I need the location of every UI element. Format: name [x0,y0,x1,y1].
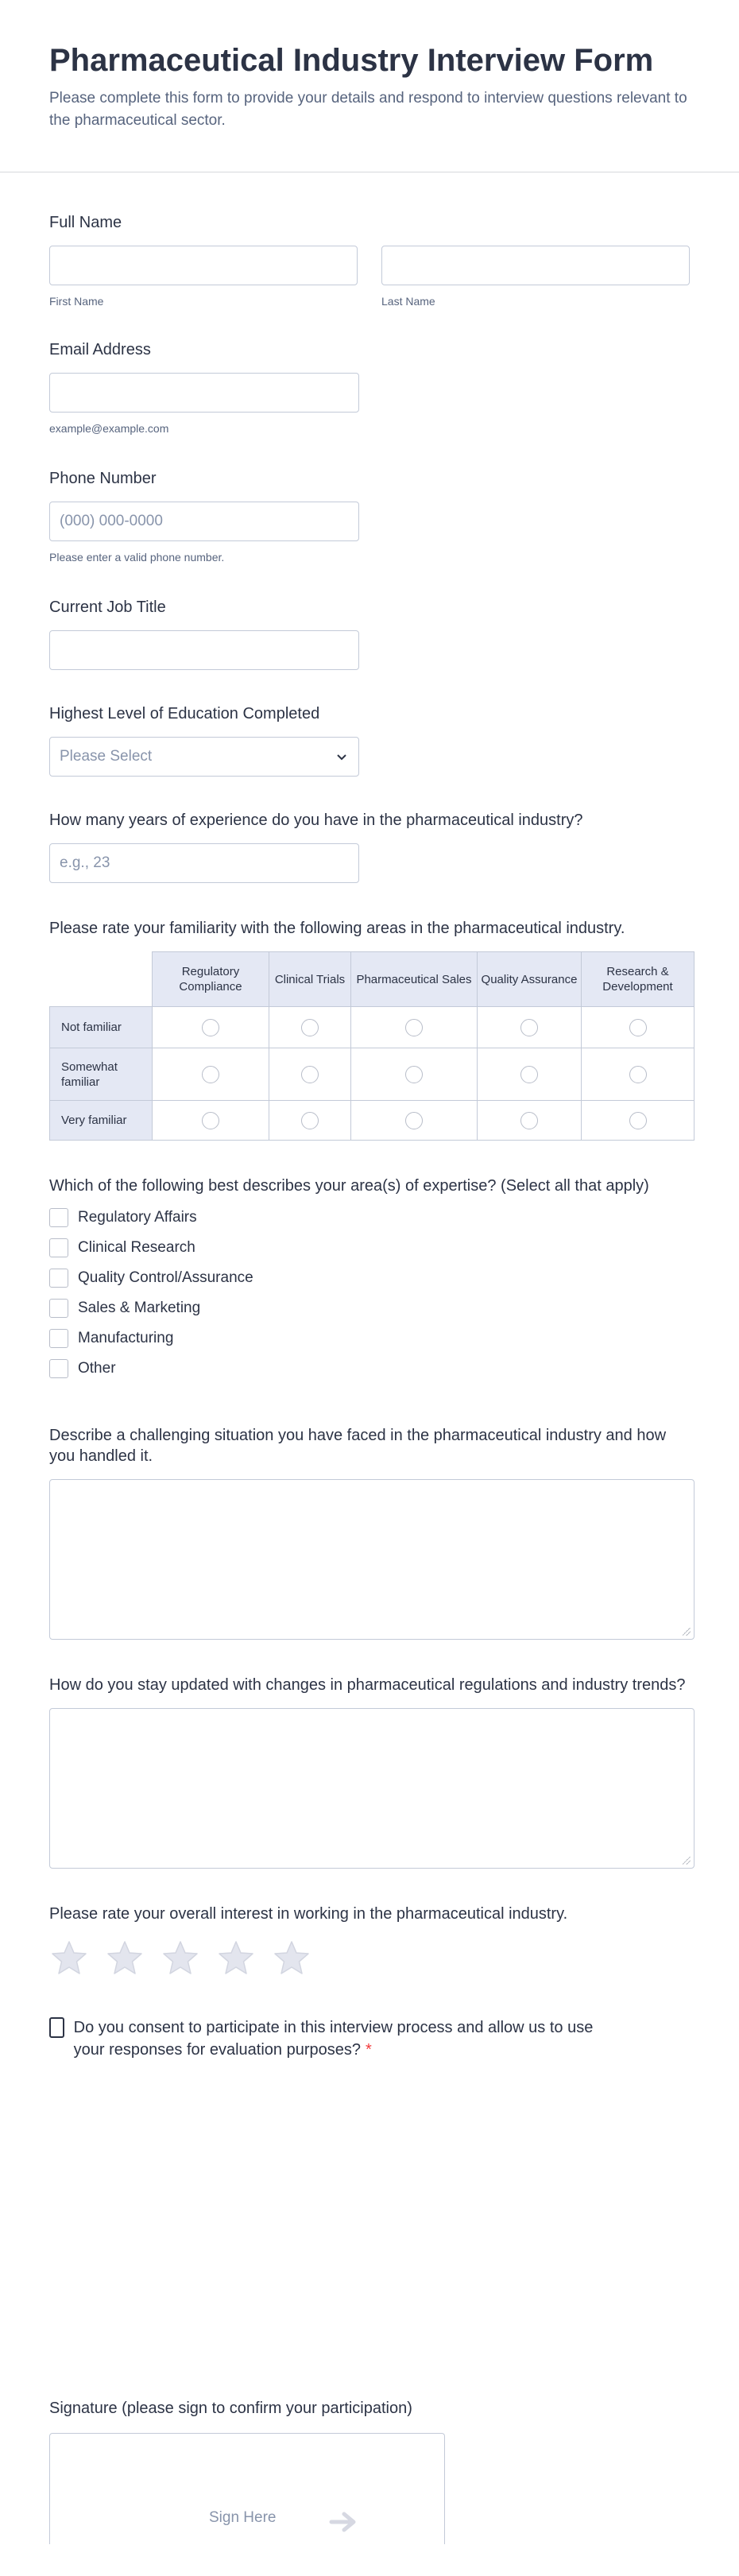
email-sublabel: example@example.com [49,422,169,435]
expertise-option-label: Sales & Marketing [78,1300,201,1316]
challenge-textarea[interactable] [49,1479,695,1640]
expertise-option-label: Quality Control/Assurance [78,1269,253,1286]
arrow-right-icon [328,2510,360,2534]
matrix-column-header: Research & Development [582,952,695,1007]
matrix-radio[interactable] [405,1112,423,1129]
matrix-radio[interactable] [405,1019,423,1036]
last-name-sublabel: Last Name [381,295,435,308]
expertise-option-label: Manufacturing [78,1330,174,1346]
star-icon[interactable] [272,1939,311,1978]
checkbox[interactable] [49,1299,68,1318]
familiarity-matrix [49,951,695,1141]
full-name-question [49,212,690,308]
matrix-radio[interactable] [202,1066,219,1083]
expertise-option[interactable] [49,1293,690,1323]
updates-label: How do you stay updated with changes in pharmaceutical regulations and industry trends? [49,1676,686,1694]
email-input[interactable] [49,373,359,413]
interest-label: Please rate your overall interest in working in the pharmaceutical industry. [49,1905,568,1923]
star-icon[interactable] [161,1939,200,1978]
matrix-column-header: Pharmaceutical Sales [351,952,478,1007]
signature-label: Signature (please sign to confirm your participation) [49,2400,412,2417]
experience-question [49,810,690,883]
matrix-radio[interactable] [301,1066,319,1083]
interest-question [49,1904,690,1978]
checkbox[interactable] [49,1359,68,1378]
expertise-options [49,1203,690,1384]
job-title-question [49,597,690,670]
phone-sublabel: Please enter a valid phone number. [49,551,225,564]
phone-question [49,468,690,564]
last-name-input[interactable] [381,246,690,285]
familiarity-label: Please rate your familiarity with the following areas in the pharmaceutical industry. [49,920,625,937]
form-body [0,212,739,2544]
expertise-question [49,1176,690,1384]
updates-textarea[interactable] [49,1708,695,1869]
form-title: Pharmaceutical Industry Interview Form [49,43,654,78]
matrix-radio[interactable] [301,1112,319,1129]
consent-question [49,2016,621,2061]
matrix-corner [50,952,153,1007]
matrix-radio[interactable] [405,1066,423,1083]
experience-label: How many years of experience do you have in the pharmaceutical industry? [49,812,583,829]
matrix-radio[interactable] [629,1112,647,1129]
education-selected-value: Please Select [60,748,153,765]
star-rating [49,1939,690,1978]
expertise-label: Which of the following best describes your area(s) of expertise? (Select all that apply) [49,1177,649,1195]
email-label: Email Address [49,341,151,358]
matrix-radio[interactable] [520,1066,538,1083]
matrix-row-label: Very familiar [50,1101,153,1141]
education-select[interactable] [49,737,359,777]
star-icon[interactable] [105,1939,145,1978]
updates-question [49,1675,690,1869]
matrix-radio[interactable] [520,1112,538,1129]
signature-pad[interactable] [49,2433,445,2544]
first-name-input[interactable] [49,246,358,285]
matrix-row-label: Somewhat familiar [50,1048,153,1101]
email-question [49,339,690,435]
matrix-row-label: Not familiar [50,1007,153,1048]
resize-handle-icon[interactable] [683,1628,691,1636]
checkbox[interactable] [49,1238,68,1257]
checkbox[interactable] [49,1208,68,1227]
phone-label: Phone Number [49,470,157,487]
consent-text: Do you consent to participate in this interview process and allow us to use your responses for evaluation purposes? [73,2019,594,2059]
job-title-input[interactable] [49,630,359,670]
expertise-option[interactable] [49,1354,690,1384]
required-mark: * [365,2041,372,2059]
matrix-radio[interactable] [629,1019,647,1036]
matrix-column-header: Quality Assurance [478,952,582,1007]
star-icon[interactable] [216,1939,256,1978]
matrix-column-header: Regulatory Compliance [153,952,269,1007]
expertise-option[interactable] [49,1323,690,1354]
full-name-label: Full Name [49,214,122,231]
sign-here-text: Sign Here [209,2509,277,2526]
signature-question [49,2398,690,2544]
form-header [0,0,739,172]
matrix-radio[interactable] [202,1112,219,1129]
resize-handle-icon[interactable] [683,1857,691,1865]
familiarity-question [49,918,690,1141]
phone-input[interactable]: (000) 000-0000 [49,502,359,541]
consent-checkbox[interactable] [49,2017,64,2038]
matrix-column-header: Clinical Trials [269,952,351,1007]
checkbox[interactable] [49,1269,68,1288]
expertise-option-label: Other [78,1360,116,1377]
form-subtitle: Please complete this form to provide your details and respond to interview questions relevant to the pharmaceutical sector. [49,90,687,129]
checkbox[interactable] [49,1329,68,1348]
expertise-option[interactable] [49,1233,690,1263]
experience-input[interactable]: e.g., 23 [49,843,359,883]
matrix-radio[interactable] [629,1066,647,1083]
expertise-option-label: Clinical Research [78,1239,195,1256]
star-icon[interactable] [49,1939,89,1978]
challenge-question [49,1425,690,1640]
expertise-option-label: Regulatory Affairs [78,1209,197,1226]
education-question [49,703,690,777]
matrix-radio[interactable] [520,1019,538,1036]
first-name-sublabel: First Name [49,295,104,308]
matrix-radio[interactable] [202,1019,219,1036]
chevron-down-icon [336,751,347,762]
expertise-option[interactable] [49,1263,690,1293]
consent-label [74,2016,621,2061]
challenge-label: Describe a challenging situation you have faced in the pharmaceutical industry and how you handled it. [49,1427,667,1465]
matrix-radio[interactable] [301,1019,319,1036]
education-label: Highest Level of Education Completed [49,705,320,722]
job-title-label: Current Job Title [49,598,166,616]
expertise-option[interactable] [49,1203,690,1233]
